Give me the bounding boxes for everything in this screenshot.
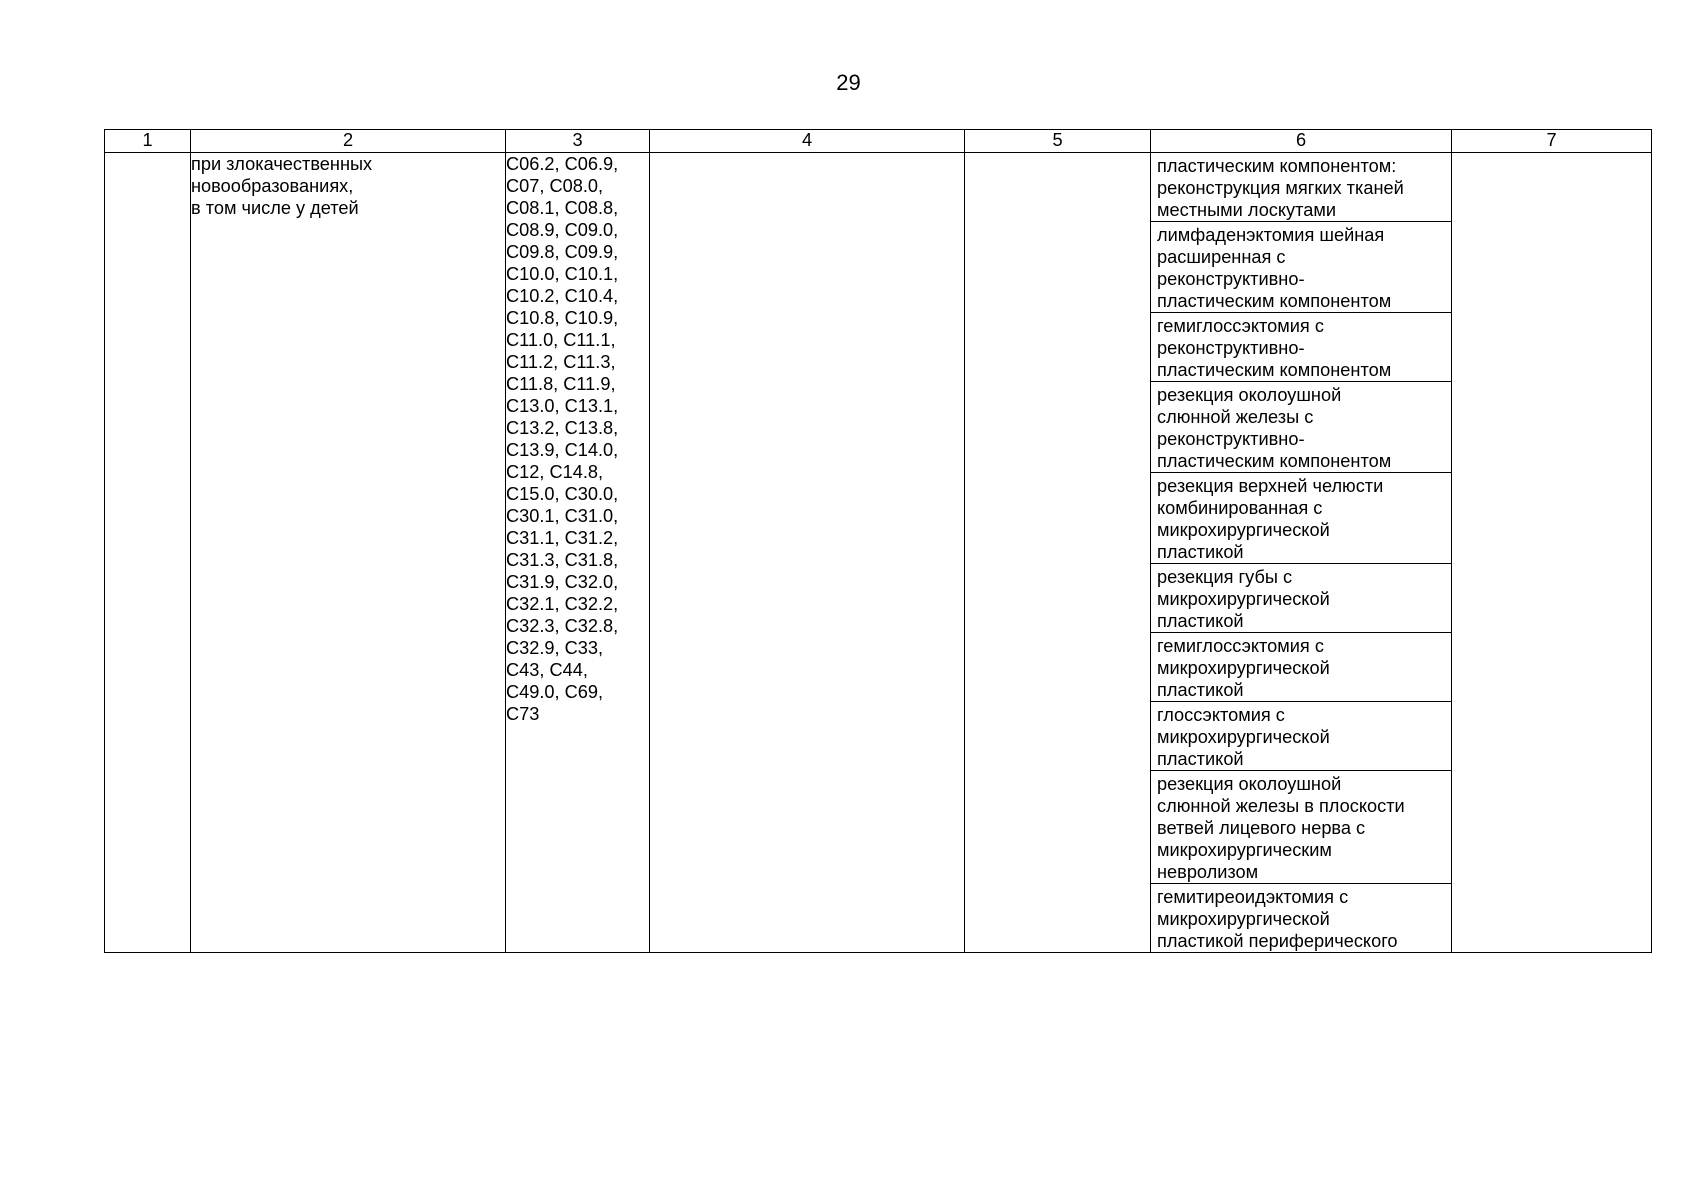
column-header-3: 3: [506, 130, 650, 153]
treatment-method: [1151, 702, 1451, 771]
treatment-methods-cell: [1151, 153, 1452, 953]
treatment-method: [1151, 313, 1451, 382]
treatment-method: [1151, 382, 1451, 473]
condition-line: в том числе у детей: [191, 198, 359, 218]
cell-col-4: [650, 153, 965, 953]
method-line: резекция верхней челюсти: [1157, 476, 1384, 496]
treatment-method: [1151, 633, 1451, 702]
method-line: пластическим компонентом:: [1157, 156, 1397, 176]
method-line: гемиглоссэктомия с: [1157, 636, 1324, 656]
method-line: микрохирургической: [1157, 520, 1330, 540]
icd-code-line: C49.0, C69,: [506, 682, 604, 702]
method-line: резекция околоушной: [1157, 385, 1342, 405]
method-line: невролизом: [1157, 862, 1259, 882]
method-line: реконструктивно-: [1157, 269, 1305, 289]
treatment-method: [1151, 884, 1451, 952]
method-line: расширенная с: [1157, 247, 1286, 267]
method-line: микрохирургической: [1157, 589, 1330, 609]
icd-code-line: C32.3, C32.8,: [506, 616, 619, 636]
condition-line: новообразованиях,: [191, 176, 354, 196]
method-line: глоссэктомия с: [1157, 705, 1285, 725]
method-line: слюнной железы в плоскости: [1157, 796, 1405, 816]
cell-col-5: [965, 153, 1151, 953]
icd-code-line: C31.3, C31.8,: [506, 550, 619, 570]
icd-code-line: C43, C44,: [506, 660, 588, 680]
icd-code-line: C08.1, C08.8,: [506, 198, 619, 218]
icd-code-line: C10.2, C10.4,: [506, 286, 619, 306]
icd-code-line: C12, C14.8,: [506, 462, 604, 482]
icd-code-line: C11.0, C11.1,: [506, 330, 616, 350]
icd-code-line: C10.8, C10.9,: [506, 308, 619, 328]
method-line: гемитиреоидэктомия с: [1157, 887, 1349, 907]
column-header-7: 7: [1452, 130, 1652, 153]
method-line: микрохирургической: [1157, 727, 1330, 747]
method-line: резекция околоушной: [1157, 774, 1342, 794]
table-row: [105, 153, 1652, 953]
method-line: пластикой периферического: [1157, 931, 1398, 951]
method-line: пластическим компонентом: [1157, 360, 1392, 380]
icd-code-line: C31.9, C32.0,: [506, 572, 619, 592]
method-line: гемиглоссэктомия с: [1157, 316, 1324, 336]
method-line: пластикой: [1157, 611, 1244, 631]
column-header-4: 4: [650, 130, 965, 153]
header-row: [105, 130, 1652, 153]
icd-code-line: C11.8, C11.9,: [506, 374, 616, 394]
column-header-1: 1: [105, 130, 191, 153]
method-line: микрохирургическим: [1157, 840, 1332, 860]
condition-cell: [191, 153, 506, 953]
method-line: пластическим компонентом: [1157, 291, 1392, 311]
cell-col-1: [105, 153, 191, 953]
icd-code-line: C13.0, C13.1,: [506, 396, 619, 416]
method-line: микрохирургической: [1157, 909, 1330, 929]
icd-code-line: C73: [506, 704, 540, 724]
treatment-method: [1151, 222, 1451, 313]
treatment-method: [1151, 153, 1451, 222]
icd-code-line: C09.8, C09.9,: [506, 242, 619, 262]
icd-code-line: C07, C08.0,: [506, 176, 604, 196]
method-line: резекция губы с: [1157, 567, 1293, 587]
method-line: местными лоскутами: [1157, 200, 1337, 220]
treatment-method: [1151, 564, 1451, 633]
column-header-2: 2: [191, 130, 506, 153]
column-header-5: 5: [965, 130, 1151, 153]
icd-code-line: C15.0, C30.0,: [506, 484, 619, 504]
icd-code-line: C10.0, C10.1,: [506, 264, 619, 284]
method-line: микрохирургической: [1157, 658, 1330, 678]
document-table: [104, 129, 1652, 953]
method-line: реконструктивно-: [1157, 338, 1305, 358]
method-line: пластическим компонентом: [1157, 451, 1392, 471]
page-number: 29: [836, 70, 861, 95]
icd-code-line: C32.1, C32.2,: [506, 594, 619, 614]
icd-code-line: C06.2, C06.9,: [506, 154, 619, 174]
icd-code-line: C32.9, C33,: [506, 638, 604, 658]
method-line: комбинированная с: [1157, 498, 1323, 518]
method-line: пластикой: [1157, 749, 1244, 769]
method-line: пластикой: [1157, 542, 1244, 562]
icd-code-line: C13.9, C14.0,: [506, 440, 619, 460]
icd-code-line: C31.1, C31.2,: [506, 528, 619, 548]
icd-codes-cell: [506, 153, 650, 953]
cell-col-7: [1452, 153, 1652, 953]
method-line: лимфаденэктомия шейная: [1157, 225, 1385, 245]
method-line: реконструкция мягких тканей: [1157, 178, 1404, 198]
method-line: ветвей лицевого нерва с: [1157, 818, 1366, 838]
method-line: слюнной железы с: [1157, 407, 1314, 427]
icd-code-line: C08.9, C09.0,: [506, 220, 619, 240]
icd-code-line: C13.2, C13.8,: [506, 418, 619, 438]
treatment-method: [1151, 771, 1451, 884]
icd-code-line: C11.2, C11.3,: [506, 352, 616, 372]
method-line: реконструктивно-: [1157, 429, 1305, 449]
method-line: пластикой: [1157, 680, 1244, 700]
condition-line: при злокачественных: [191, 154, 373, 174]
icd-code-line: C30.1, C31.0,: [506, 506, 619, 526]
treatment-method: [1151, 473, 1451, 564]
column-header-6: 6: [1151, 130, 1452, 153]
